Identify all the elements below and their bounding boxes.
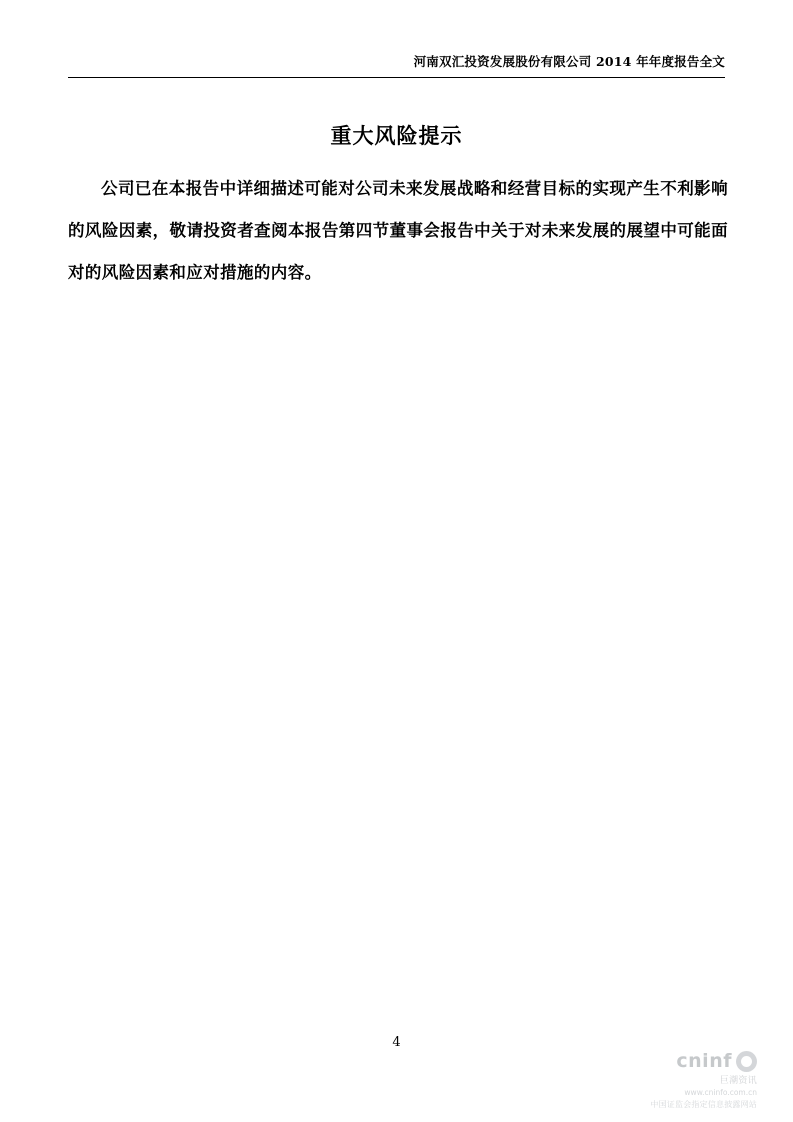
running-header: 河南双汇投资发展股份有限公司 2014 年年度报告全文 xyxy=(413,54,725,69)
watermark xyxy=(567,1050,757,1110)
watermark-logo-text: cninf xyxy=(676,1050,732,1072)
body-paragraph: 公司已在本报告中详细描述可能对公司未来发展战略和经营目标的实现产生不利影响的风险因素，敬请投资者查阅本报告第四节董事会报告中关于对未来发展的展望中可能面对的风险因素和应对措施的内容。 xyxy=(68,179,728,282)
watermark-logo xyxy=(567,1050,757,1072)
watermark-subtitle: 巨潮资讯 xyxy=(719,1076,757,1086)
watermark-tagline: 中国证监会指定信息披露网站 xyxy=(650,1100,757,1109)
page-title: 重大风险提示 xyxy=(330,123,463,148)
header-divider xyxy=(68,77,725,78)
page-number: 4 xyxy=(392,1035,401,1050)
watermark-url: www.cninfo.com.cn xyxy=(684,1088,757,1097)
cninfo-circle-icon xyxy=(736,1051,757,1072)
